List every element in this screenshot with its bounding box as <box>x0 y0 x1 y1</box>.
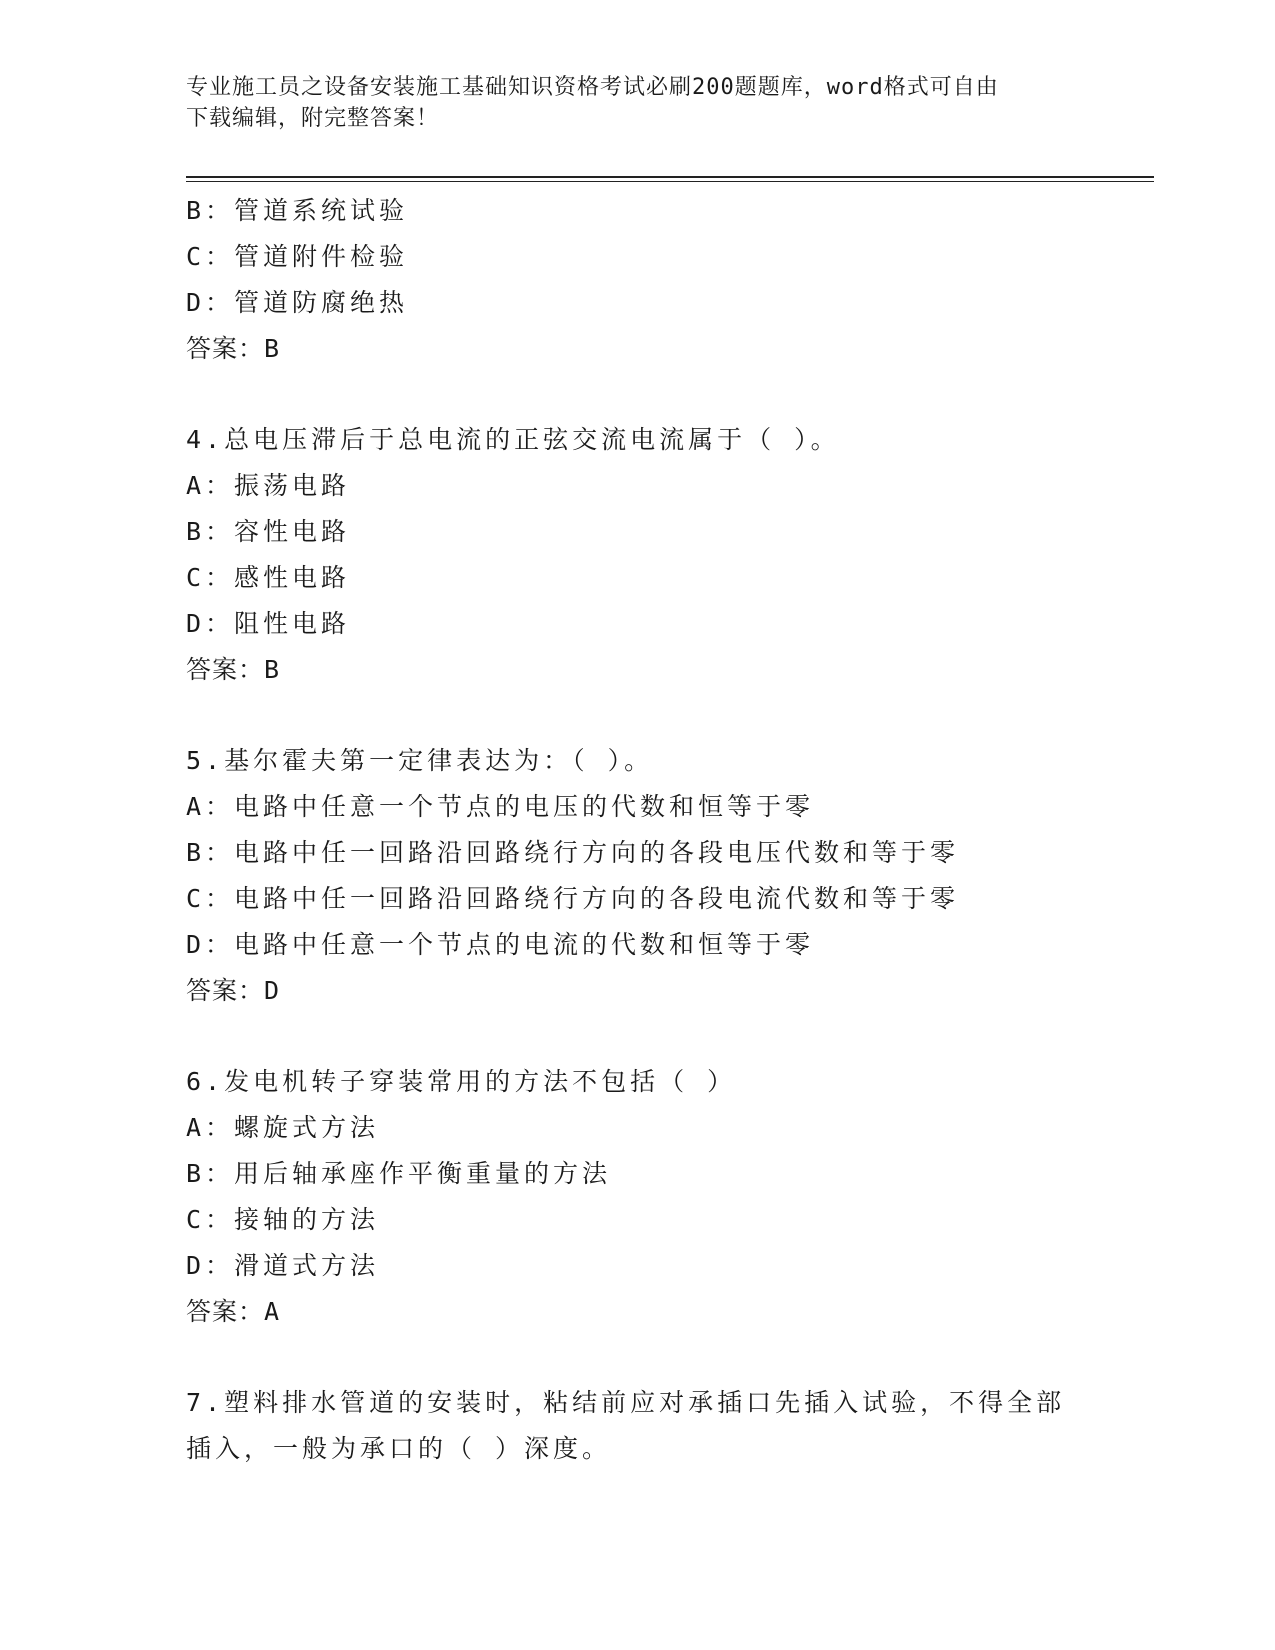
answer-line: 答案：A <box>186 1297 281 1326</box>
option-d: D：管道防腐绝热 <box>186 288 409 317</box>
question-block-7 <box>186 1380 1146 1472</box>
option-c: C：接轴的方法 <box>186 1205 380 1234</box>
header-divider-thin <box>186 181 1154 182</box>
option-c: C：管道附件检验 <box>186 242 409 271</box>
question-block-6 <box>186 1059 1146 1335</box>
spacer <box>186 1335 1146 1380</box>
question-text: 4.总电压滞后于总电流的正弦交流电流属于（ ）。 <box>186 425 840 454</box>
header-divider-thick <box>186 176 1154 178</box>
option-b: B：电路中任一回路沿回路绕行方向的各段电压代数和等于零 <box>186 838 960 867</box>
spacer <box>186 1014 1146 1059</box>
question-block-3 <box>186 188 1146 372</box>
option-c: C：感性电路 <box>186 563 351 592</box>
question-text-line-2: 插入，一般为承口的（ ）深度。 <box>186 1434 612 1463</box>
question-text: 6.发电机转子穿装常用的方法不包括（ ） <box>186 1067 737 1096</box>
option-d: D：滑道式方法 <box>186 1251 380 1280</box>
option-a: A：振荡电路 <box>186 471 351 500</box>
question-block-4 <box>186 417 1146 693</box>
option-b: B：管道系统试验 <box>186 196 409 225</box>
option-a: A：电路中任意一个节点的电压的代数和恒等于零 <box>186 792 815 821</box>
answer-line: 答案：B <box>186 655 281 684</box>
answer-line: 答案：D <box>186 976 281 1005</box>
spacer <box>186 372 1146 417</box>
header-line-2: 下载编辑，附完整答案！ <box>186 106 440 131</box>
document-header <box>186 72 1066 134</box>
option-a: A：螺旋式方法 <box>186 1113 380 1142</box>
option-b: B：用后轴承座作平衡重量的方法 <box>186 1159 612 1188</box>
option-d: D：阻性电路 <box>186 609 351 638</box>
option-b: B：容性电路 <box>186 517 351 546</box>
option-c: C：电路中任一回路沿回路绕行方向的各段电流代数和等于零 <box>186 884 960 913</box>
question-text-line-1: 7.塑料排水管道的安装时，粘结前应对承插口先插入试验，不得全部 <box>186 1388 1066 1417</box>
spacer <box>186 693 1146 738</box>
option-d: D：电路中任意一个节点的电流的代数和恒等于零 <box>186 930 815 959</box>
header-line-1: 专业施工员之设备安装施工基础知识资格考试必刷200题题库，word格式可自由 <box>186 75 999 100</box>
answer-line: 答案：B <box>186 334 281 363</box>
question-block-5 <box>186 738 1146 1014</box>
question-text: 5.基尔霍夫第一定律表达为：（ ）。 <box>186 746 654 775</box>
question-list <box>186 188 1146 1472</box>
